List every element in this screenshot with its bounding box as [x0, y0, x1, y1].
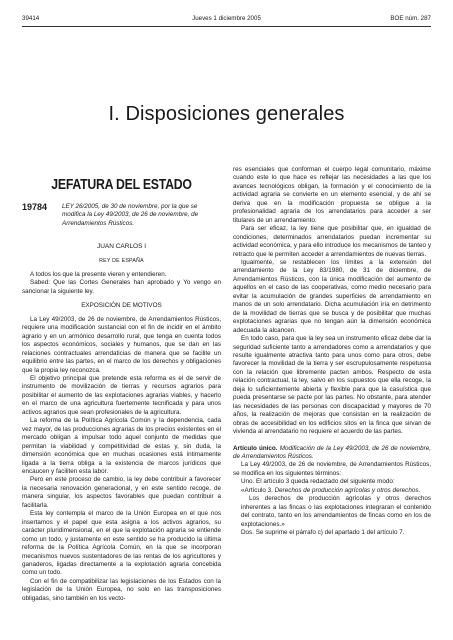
body-paragraph: Para ser eficaz, la ley tiene que posibilitar que, en igualdad de condiciones, determinados arrendatarios puedan incrementar su actividad económica, y para ello introduce los mecanismos de tanteo y retracto que le permiten acceder a arrendamientos de nuevas tierras.	[233, 225, 431, 258]
law-title: LEY 26/2005, de 30 de noviembre, por la que se modifica la Ley 49/2003, de 26 de noviembre, de Arrendamientos Rústicos.	[62, 203, 199, 227]
left-column	[22, 271, 221, 603]
body-paragraph: Igualmente, se restablecen los límites a la extensión del arrendamiento de la Ley 83/1980, de 31 de diciembre, de Arrendamientos Rústicos, con la única modificación del aumento de aquellos en el caso de las cooperativas, como medio necesario para evitar la acumulación de grandes superficies de arrendamiento en manos de un solo arrendatario. Dicha acumulación iría en detrimento de la movilidad de tierras que se busca y de posibilitar que muchas explotaciones agrarias que no tengan aún la dimensión económica adecuada la alcancen.	[233, 258, 431, 334]
article-title: Modificación de la Ley 49/2003, de 26 de noviembre, de Arrendamientos Rústicos.	[233, 444, 431, 460]
quoted-article-title: Derechos de producción agrícolas y otros derechos.	[274, 486, 421, 494]
body-paragraph: res esenciales que conforman el cuerpo legal comunitario, máxime cuando este lo que hace es reflejar las necesidades a las que los avances tecnológicos obligan, la formación y el conocimiento de la actividad agraria se convierte en un elemento esencial, y de ahí se deriva que en la modificación propuesta se obligue a la profesionalidad agraria de los arrendatarios para acceder a ser titulares de un arrendamiento.	[233, 166, 431, 224]
section-title: I. Disposiciones generales	[108, 103, 345, 125]
body-paragraph: El objetivo principal que pretende esta reforma es el de servir de instrumento de movilización de tierras y recursos agrarios para posibilitar el aumento de las explotaciones agrarias viables, y hacerlo en el marco de una agricultura fuertemente tecnificada y para unos activos agrarios que sean profesionales de la agricultura.	[22, 374, 221, 416]
body-paragraph: Esta ley contempla el marco de la Unión Europea en el que nos insertamos y el papel que esta asigna a los activos agrarios, su carácter pluridimensional, en el que la explotación agraria se entiende como un todo, y justamente en este sentido se ha producido la última reforma de la Política Agrícola Común, en la que se incorporan mecanismos nuevos sustentadores de las rentas de los agricultores y ganaderos, ligadas directamente a la explotación agraria concebida como un todo.	[22, 510, 221, 577]
organism-title: JEFATURA DEL ESTADO	[51, 176, 192, 193]
body-paragraph: La reforma de la Política Agrícola Común y la dependencia, cada vez mayor, de las producciones agrarias de los precios existentes en el mercado obligan a impulsar todo aquel conjunto de medidas que permitan la viabilidad y competitividad de estas y, sin duda, la dimensión económica que en muchas ocasiones está íntimamente ligada a la tierra obliga a la existencia de marcos jurídicos que encaucen y faciliten esta labor.	[22, 417, 221, 475]
quoted-article-heading	[233, 487, 431, 495]
bulletin-number: BOE núm. 287	[390, 15, 431, 22]
article-dos: Dos. Se suprime el párrafo c) del apartado 1 del artículo 7.	[241, 529, 405, 537]
quoted-article-text: Los derechos de producción agrícolas y otros derechos inherentes a las fincas o las explotaciones integraran el contenido del contrato, tanto en los arrendamientos de fincas como en los de explotaciones.»	[241, 495, 431, 528]
motivos-heading: EXPOSICIÓN DE MOTIVOS	[81, 302, 162, 310]
body-paragraph: La Ley 49/2003, de 26 de noviembre, de Arrendamientos Rústicos, requiere una modificación sustancial con el fin de incidir en el ámbito agrario y en un armónico desarrollo rural, que tenga en cuenta todos los aspectos económicos, sociales y humanos, que se dan en las relaciones contractuales arrendaticias de manera que se facilite un equilibrio entre las partes, en el marco de los derechos y obligaciones que la propia ley reconozca.	[22, 315, 221, 374]
law-heading	[22, 203, 221, 228]
body-paragraph: Con el fin de compatibilizar las legislaciones de los Estados con la legislación de la Unión Europea, no solo en las transposiciones obligadas, sino también en los vecto-	[22, 577, 221, 602]
king-name: JUAN CARLOS I	[96, 243, 147, 250]
page-header	[22, 13, 431, 24]
quoted-article-label: «Artículo 3.	[241, 486, 273, 494]
article-uno: Uno. El artículo 3 queda redactado del siguiente modo:	[241, 478, 395, 486]
article-label: Artículo único.	[233, 444, 278, 452]
promulgation-paragraph: A todos los que la presente vieren y entendieren.	[30, 271, 167, 278]
body-paragraph: En todo caso, para que la ley sea un instrumento eficaz debe dar la seguridad suficiente tanto a arrendadores como a arrendatarios y que resulte igualmente atractiva tanto para unos como para otros, debe favorecer la movilidad de la tierra y ser escrupulosamente respetuosa con la relación que libremente pacten ambos. Respecto de esta relación contractual, la ley, salvo en los supuestos que ella recoge, la deja lo suficientemente abierta y flexible para que la casuística que pueda presentarse se pacte por las partes. No obstante, para atender las necesidades de las personas con discapacidad y mayores de 70 años, la realización de mejoras que consistan en la realización de obras de accesibilidad en los edificios sitos en la finca que sirvan de vivienda al arrendatario no requiere el acuerdo de las partes.	[233, 335, 431, 436]
right-column	[233, 166, 431, 537]
king-subtitle: REY DE ESPAÑA	[99, 258, 144, 264]
article-intro: La Ley 49/2003, de 26 de noviembre, de Arrendamientos Rústicos, se modifica en los siguientes términos:	[233, 461, 431, 477]
promulgation-paragraph: Sabed: Que las Cortes Generales han aprobado y Yo vengo en sancionar la siguiente ley.	[22, 279, 221, 295]
publication-date: Jueves 1 diciembre 2005	[192, 15, 261, 22]
body-paragraph: Pero en este proceso de cambio, la ley debe contribuir a favorecer la necesaria renovación generacional, y en este sentido recoge, de manera singular, los aspectos favorables que puedan contribuir a facilitarla.	[22, 476, 221, 509]
article-heading	[233, 445, 431, 462]
page-number: 39414	[22, 15, 40, 22]
law-number: 19784	[22, 202, 48, 212]
header-divider	[22, 26, 431, 27]
